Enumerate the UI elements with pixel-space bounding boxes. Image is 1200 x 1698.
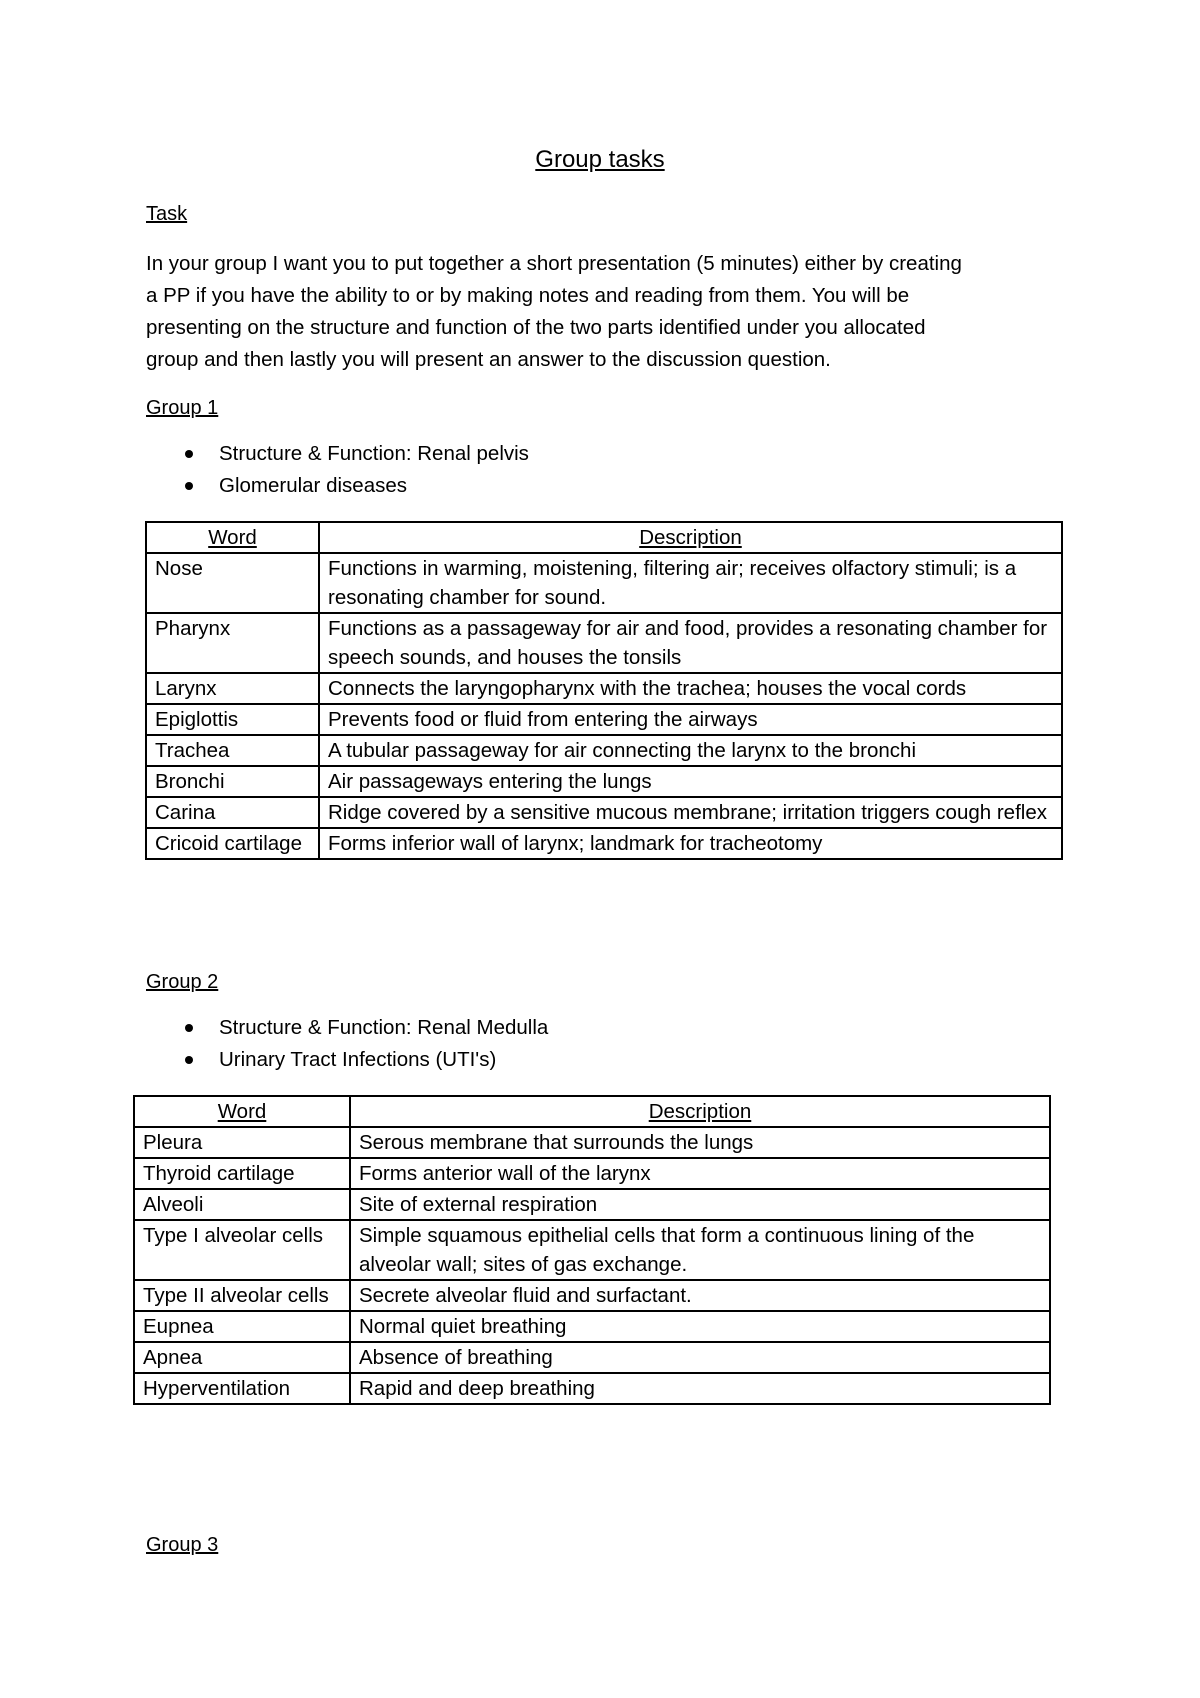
table-row	[146, 673, 1062, 704]
table-header-row	[146, 522, 1062, 553]
group2-table	[133, 1095, 1051, 1405]
word-cell: Eupnea	[134, 1311, 350, 1342]
description-cell: Secrete alveolar fluid and surfactant.	[350, 1280, 1050, 1311]
word-cell: Apnea	[134, 1342, 350, 1373]
bullet-text: Structure & Function: Renal Medulla	[219, 1016, 549, 1039]
word-cell: Bronchi	[146, 766, 319, 797]
word-cell: Type II alveolar cells	[134, 1280, 350, 1311]
group1-bullet-list	[146, 438, 529, 502]
column-header-word: Word	[146, 522, 319, 553]
bullet-item	[146, 1012, 548, 1044]
description-cell: Simple squamous epithelial cells that form a continuous lining of the alveolar wall; sites of gas exchange.	[350, 1220, 1050, 1280]
task-line: presenting on the structure and function of the two parts identified under you allocated	[146, 316, 926, 339]
bullet-icon	[185, 450, 193, 458]
description-cell: Serous membrane that surrounds the lungs	[350, 1127, 1050, 1158]
description-cell: Site of external respiration	[350, 1189, 1050, 1220]
bullet-icon	[185, 1024, 193, 1032]
bullet-text: Glomerular diseases	[219, 474, 407, 497]
description-cell: Functions in warming, moistening, filtering air; receives olfactory stimuli; is a resonating chamber for sound.	[319, 553, 1062, 613]
word-cell: Nose	[146, 553, 319, 613]
word-cell: Pharynx	[146, 613, 319, 673]
table-row	[134, 1280, 1050, 1311]
column-header-description: Description	[319, 522, 1062, 553]
table-row	[146, 735, 1062, 766]
task-heading: Task	[146, 203, 188, 225]
bullet-item	[146, 470, 529, 502]
description-cell: Forms anterior wall of the larynx	[350, 1158, 1050, 1189]
description-cell: Forms inferior wall of larynx; landmark for tracheotomy	[319, 828, 1062, 859]
table-row	[134, 1342, 1050, 1373]
group2-heading: Group 2	[146, 971, 219, 993]
table-row	[146, 553, 1062, 613]
table-row	[134, 1311, 1050, 1342]
group2-bullet-list	[146, 1012, 548, 1076]
word-cell: Alveoli	[134, 1189, 350, 1220]
task-line: a PP if you have the ability to or by making notes and reading from them. You will be	[146, 284, 910, 307]
table-row	[146, 704, 1062, 735]
table-row	[134, 1373, 1050, 1404]
column-header-word: Word	[134, 1096, 350, 1127]
bullet-icon	[185, 1056, 193, 1064]
bullet-text: Urinary Tract Infections (UTI's)	[219, 1048, 497, 1071]
table-row	[134, 1189, 1050, 1220]
word-cell: Epiglottis	[146, 704, 319, 735]
table-row	[146, 613, 1062, 673]
page-title: Group tasks	[535, 146, 665, 173]
word-cell: Trachea	[146, 735, 319, 766]
word-cell: Thyroid cartilage	[134, 1158, 350, 1189]
task-line: group and then lastly you will present an answer to the discussion question.	[146, 348, 831, 371]
table-row	[146, 797, 1062, 828]
description-cell: Air passageways entering the lungs	[319, 766, 1062, 797]
word-cell: Larynx	[146, 673, 319, 704]
bullet-icon	[185, 482, 193, 490]
table-row	[134, 1158, 1050, 1189]
group3-heading: Group 3	[146, 1534, 219, 1556]
column-header-description: Description	[350, 1096, 1050, 1127]
table-row	[146, 828, 1062, 859]
description-cell: Prevents food or fluid from entering the airways	[319, 704, 1062, 735]
word-cell: Hyperventilation	[134, 1373, 350, 1404]
description-cell: Ridge covered by a sensitive mucous membrane; irritation triggers cough reflex	[319, 797, 1062, 828]
table-row	[134, 1127, 1050, 1158]
table-row	[146, 766, 1062, 797]
bullet-text: Structure & Function: Renal pelvis	[219, 442, 529, 465]
group1-table	[145, 521, 1063, 860]
bullet-item	[146, 438, 529, 470]
task-paragraph	[146, 248, 1066, 376]
description-cell: Connects the laryngopharynx with the trachea; houses the vocal cords	[319, 673, 1062, 704]
table-row	[134, 1220, 1050, 1280]
bullet-item	[146, 1044, 548, 1076]
description-cell: Normal quiet breathing	[350, 1311, 1050, 1342]
word-cell: Cricoid cartilage	[146, 828, 319, 859]
word-cell: Type I alveolar cells	[134, 1220, 350, 1280]
word-cell: Carina	[146, 797, 319, 828]
description-cell: Functions as a passageway for air and food, provides a resonating chamber for speech sounds, and houses the tonsils	[319, 613, 1062, 673]
group1-heading: Group 1	[146, 397, 219, 419]
description-cell: Rapid and deep breathing	[350, 1373, 1050, 1404]
word-cell: Pleura	[134, 1127, 350, 1158]
task-line: In your group I want you to put together a short presentation (5 minutes) either by creating	[146, 252, 962, 275]
table-header-row	[134, 1096, 1050, 1127]
description-cell: Absence of breathing	[350, 1342, 1050, 1373]
description-cell: A tubular passageway for air connecting the larynx to the bronchi	[319, 735, 1062, 766]
